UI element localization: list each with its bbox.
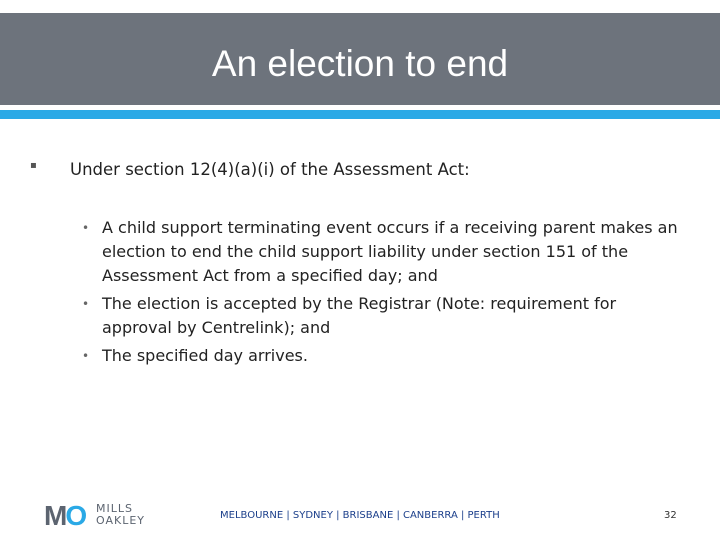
logo-line-1: MILLS xyxy=(96,502,133,515)
sub-bullet-list xyxy=(82,216,682,372)
sub-bullet-text: The election is accepted by the Registrar (Note: requirement for approval by Centrelink); and xyxy=(102,294,617,337)
accent-divider xyxy=(0,110,720,119)
logo-m: M xyxy=(44,500,66,531)
main-bullet-text: Under section 12(4)(a)(i) of the Assessment Act: xyxy=(70,160,470,179)
dot-bullet-icon: • xyxy=(82,221,90,235)
square-bullet-icon: ▪ xyxy=(30,160,37,171)
logo-mark xyxy=(44,500,85,532)
sub-bullet-item xyxy=(82,216,682,288)
footer-cities: MELBOURNE | SYDNEY | BRISBANE | CANBERRA | PERTH xyxy=(220,510,500,521)
logo-wordmark xyxy=(96,503,145,527)
sub-bullet-text: The specified day arrives. xyxy=(102,346,308,365)
dot-bullet-icon: • xyxy=(82,349,90,363)
logo-o: O xyxy=(65,500,86,531)
logo-line-2: OAKLEY xyxy=(96,514,146,527)
dot-bullet-icon: • xyxy=(82,297,90,311)
sub-bullet-item xyxy=(82,344,682,368)
sub-bullet-text: A child support terminating event occurs if a receiving parent makes an election to end the child support liability under section 151 of the Assessment Act from a specified day; and xyxy=(102,218,678,285)
page-number: 32 xyxy=(664,510,677,521)
sub-bullet-item xyxy=(82,292,682,340)
slide-title: An election to end xyxy=(211,43,509,84)
